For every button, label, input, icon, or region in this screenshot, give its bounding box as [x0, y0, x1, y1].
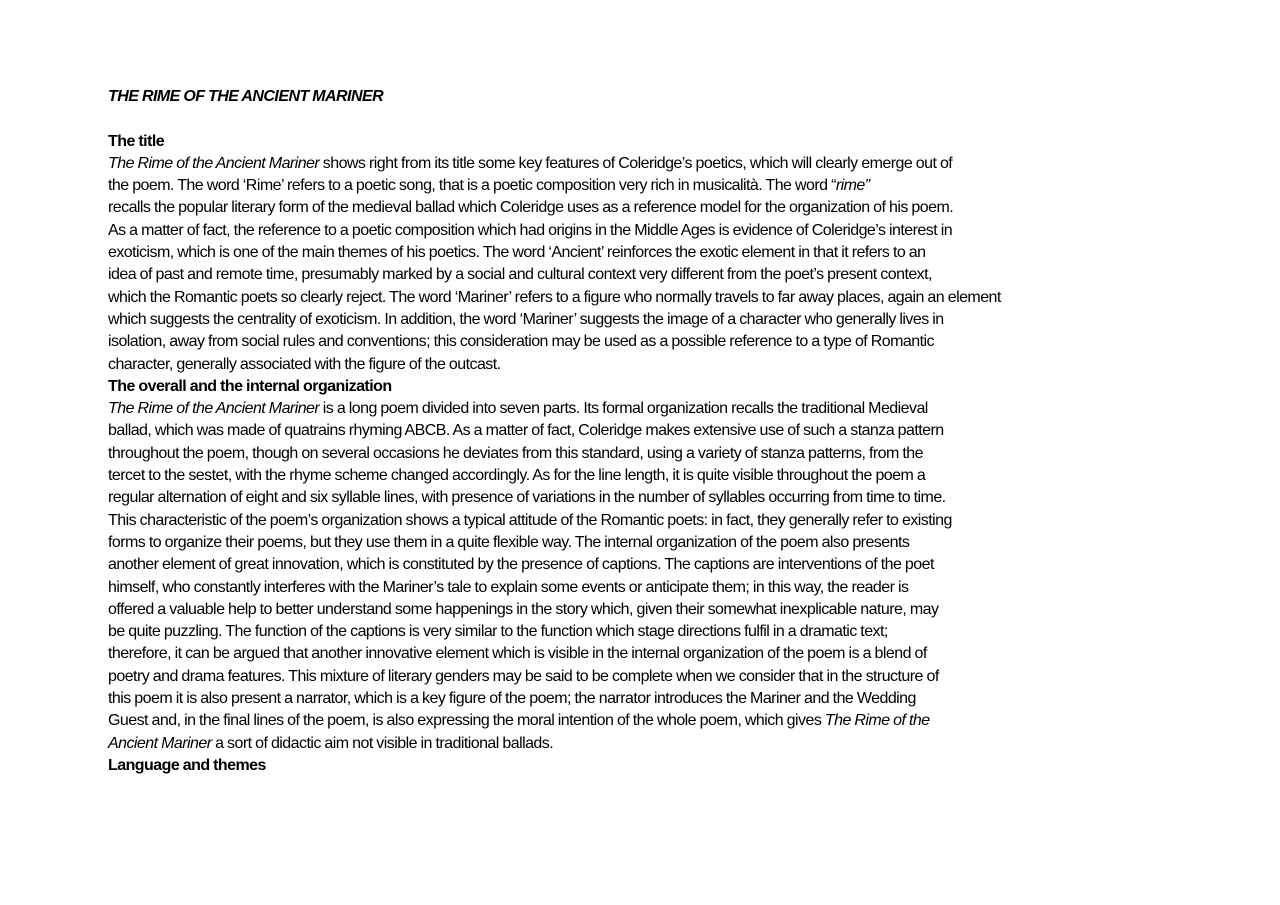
text-line: himself, who constantly interferes with the Mariner’s tale to explain some events or anticipate them; in this way, the reader is [108, 578, 909, 596]
text-line: which suggests the centrality of exoticism. In addition, the word ‘Mariner’ suggests the image of a character who generally lives in [108, 310, 944, 328]
text-line: exoticism, which is one of the main themes of his poetics. The word ‘Ancient’ reinforces the exotic element in that it refers to an [108, 244, 926, 262]
section-title-paragraph [108, 153, 1208, 376]
text-line: The Rime of the Ancient Mariner shows right from its title some key features of Coleridge’s poetics, which will clearly emerge out of [108, 154, 953, 172]
text-line: forms to organize their poems, but they use them in a quite flexible way. The internal organization of the poem also presents [108, 533, 910, 551]
text-line: This characteristic of the poem’s organization shows a typical attitude of the Romantic poets: in fact, they generally refer to existing [108, 511, 952, 529]
text-line: character, generally associated with the figure of the outcast. [108, 355, 501, 373]
text-line: The Rime of the Ancient Mariner is a long poem divided into seven parts. Its formal organization recalls the traditional Medieval [108, 400, 928, 418]
text-line: be quite puzzling. The function of the captions is very similar to the function which stage directions fulfil in a dramatic text; [108, 623, 888, 641]
section-heading-title: The title [108, 132, 165, 150]
text-line: poetry and drama features. This mixture of literary genders may be said to be complete when we consider that in the structure of [108, 667, 939, 685]
section-organization-paragraph [108, 398, 1208, 755]
text-line: As a matter of fact, the reference to a poetic composition which had origins in the Middle Ages is evidence of Coleridge’s interest in [108, 221, 953, 239]
text-line: which the Romantic poets so clearly reject. The word ‘Mariner’ refers to a figure who normally travels to far away places, again an element [108, 288, 1001, 306]
document-page [108, 86, 1208, 777]
text-line: another element of great innovation, which is constituted by the presence of captions. The captions are interventions of the poet [108, 556, 934, 574]
text-line: therefore, it can be argued that another innovative element which is visible in the internal organization of the poem is a blend of [108, 645, 927, 663]
document-title: THE RIME OF THE ANCIENT MARINER [108, 88, 384, 105]
text-line: regular alternation of eight and six syllable lines, with presence of variations in the number of syllables occurring from time to time. [108, 489, 946, 507]
text-line: Ancient Mariner a sort of didactic aim not visible in traditional ballads. [108, 734, 554, 752]
text-line: isolation, away from social rules and conventions; this consideration may be used as a possible reference to a type of Romantic [108, 333, 934, 351]
text-line: throughout the poem, though on several occasions he deviates from this standard, using a variety of stanza patterns, from the [108, 444, 923, 462]
text-line: recalls the popular literary form of the medieval ballad which Coleridge uses as a reference model for the organization of his poem. [108, 199, 954, 217]
text-line: offered a valuable help to better understand some happenings in the story which, given their somewhat inexplicable nature, may [108, 600, 939, 618]
text-line: Guest and, in the final lines of the poem, is also expressing the moral intention of the whole poem, which gives The Rime of the [108, 712, 930, 730]
blank-line [108, 108, 1208, 130]
text-line: this poem it is also present a narrator, which is a key figure of the poem; the narrator introduces the Mariner and the Wedding [108, 690, 916, 708]
text-line: the poem. The word ‘Rime’ refers to a poetic song, that is a poetic composition very rich in musicalità. The word “rime” [108, 177, 870, 195]
text-line: ballad, which was made of quatrains rhyming ABCB. As a matter of fact, Coleridge makes extensive use of such a stanza pattern [108, 422, 944, 440]
section-heading-organization: The overall and the internal organization [108, 377, 392, 395]
section-heading-language: Language and themes [108, 756, 266, 774]
text-line: idea of past and remote time, presumably marked by a social and cultural context very different from the poet’s present context, [108, 266, 932, 284]
text-line: tercet to the sestet, with the rhyme scheme changed accordingly. As for the line length, it is quite visible throughout the poem a [108, 467, 926, 485]
